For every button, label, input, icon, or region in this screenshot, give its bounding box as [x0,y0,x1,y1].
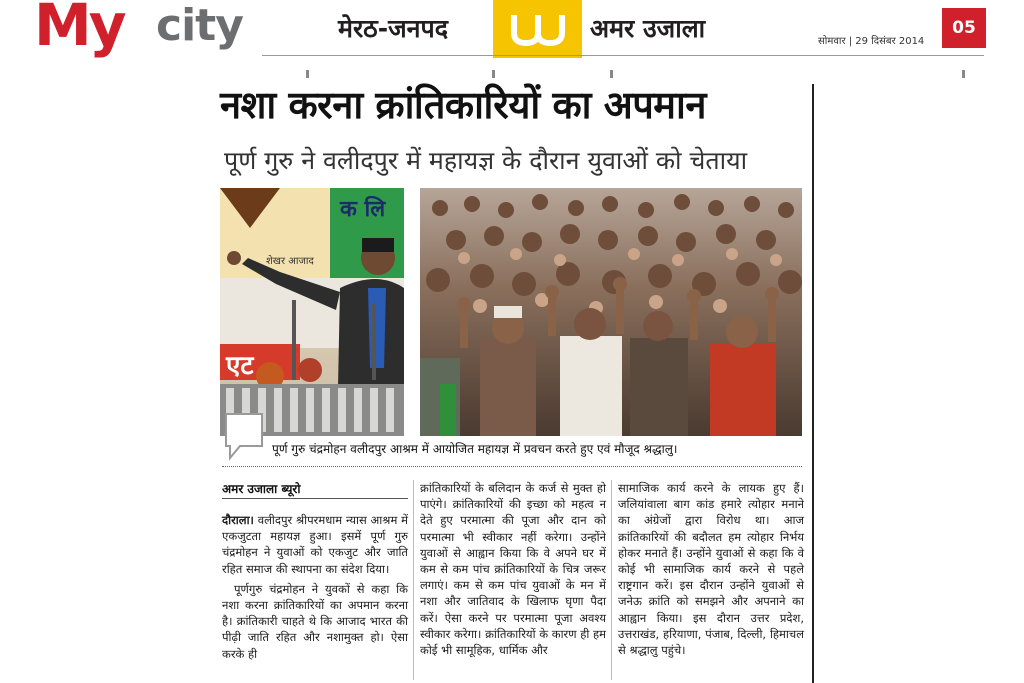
column-divider [413,480,414,680]
article-subheadline: पूर्ण गुरु ने वलीदपुर में महायज्ञ के दौरान युवाओं को चेताया [224,146,748,175]
my-city-logo-city: city [156,0,243,51]
crowd-photo [420,188,802,436]
print-mark [962,70,965,78]
caption-speech-icon [222,412,266,462]
page-number-badge: 05 [942,8,986,48]
caption-divider [222,466,802,467]
print-mark [492,70,495,78]
newspaper-name: अमर उजाला [590,14,706,43]
column-divider [611,480,612,680]
my-city-logo-my: My [34,0,124,59]
svg-text:एट: एट [226,351,254,381]
article-paragraph: सामाजिक कार्य करने के लायक हुए हैं। जलियांवाला बाग कांड हमारे त्योहार मनाने का अंग्रेजों द्वारा विरोध था। आज क्रांतिकारियों की बदौलत हम त्योहार निर्भय होकर मनाते हैं। उन्होंने युवाओं से कहा कि वे कोई भी सामाजिक कार्य करने से पहले राष्ट्रगान करें। इस दौरान उन्होंने युवाओं से जनेऊ क्रांति को समझने और अपनाने का आह्वान किया। इस दौरान उत्तर प्रदेश, उत्तराखंड, हरियाणा, पंजाब, दिल्ली, हिमाचल से श्रद्धालु पहुंचे। [618,481,804,658]
article-paragraph: पूर्णगुरु चंद्रमोहन ने युवकों से कहा कि नशा करना क्रांतिकारियों का अपमान करना है। क्रांतिकारी चाहते थे कि आजाद भारत की पीढ़ी जाति रहित और नशामुक्त हो। ऐसा करके ही [222,581,408,661]
masthead-rule [262,55,984,56]
article-column-1 [222,512,408,666]
byline: अमर उजाला ब्यूरो [222,482,301,496]
article-paragraph: क्रांतिकारियों के बलिदान के कर्ज से मुक्त हो पाएंगे। क्रांतिकारियों की इच्छा को महत्व न देते हुए परमात्मा की पूजा और दान को परमात्मा भी स्वीकार नहीं करेगा। उन्होंने युवाओं से आह्वान किया कि वे अपने घर में कम से कम पांच क्रांतिकारियों के चित्र जरूर लगाएं। कम से कम पांच युवाओं के मन में नशा और जातिवाद के खिलाफ घृणा पैदा करें। ऐसा करने पर परमात्मा पूजा अवश्य स्वीकार करेगा। क्रांतिकारियों के कारण ही हम कोई भी सामूहिक, धार्मिक और [420,481,606,658]
byline-rule [222,498,408,499]
amar-ujala-logo-icon [493,0,582,58]
svg-text:क लि: क लि [340,197,386,222]
issue-date: सोमवार | 29 दिसंबर 2014 [818,36,925,47]
edition-label: मेरठ-जनपद [338,14,448,43]
speaker-photo [220,188,404,436]
svg-text:शेखर आजाद: शेखर आजाद [266,256,314,267]
article-paragraph [222,512,408,577]
article-headline: नशा करना क्रांतिकारियों का अपमान [220,83,706,127]
article-column-2 [420,480,606,662]
dateline: दौराला। [222,513,254,527]
print-mark [306,70,309,78]
print-mark [610,70,613,78]
article-frame-rule [812,84,814,683]
photo-caption: पूर्ण गुरु चंद्रमोहन वलीदपुर आश्रम में आयोजित महायज्ञ में प्रवचन करते हुए एवं मौजूद श्रद्धालु। [272,442,678,456]
article-column-3 [618,480,804,662]
paragraph-text: वलीदपुर श्रीपरमधाम न्यास आश्रम में एकजुटता महायज्ञ हुआ। इसमें पूर्ण गुरु चंद्रमोहन ने युवाओं को एकजुट और जाति रहित समाज की स्थापना का संदेश दिया। [222,513,408,576]
